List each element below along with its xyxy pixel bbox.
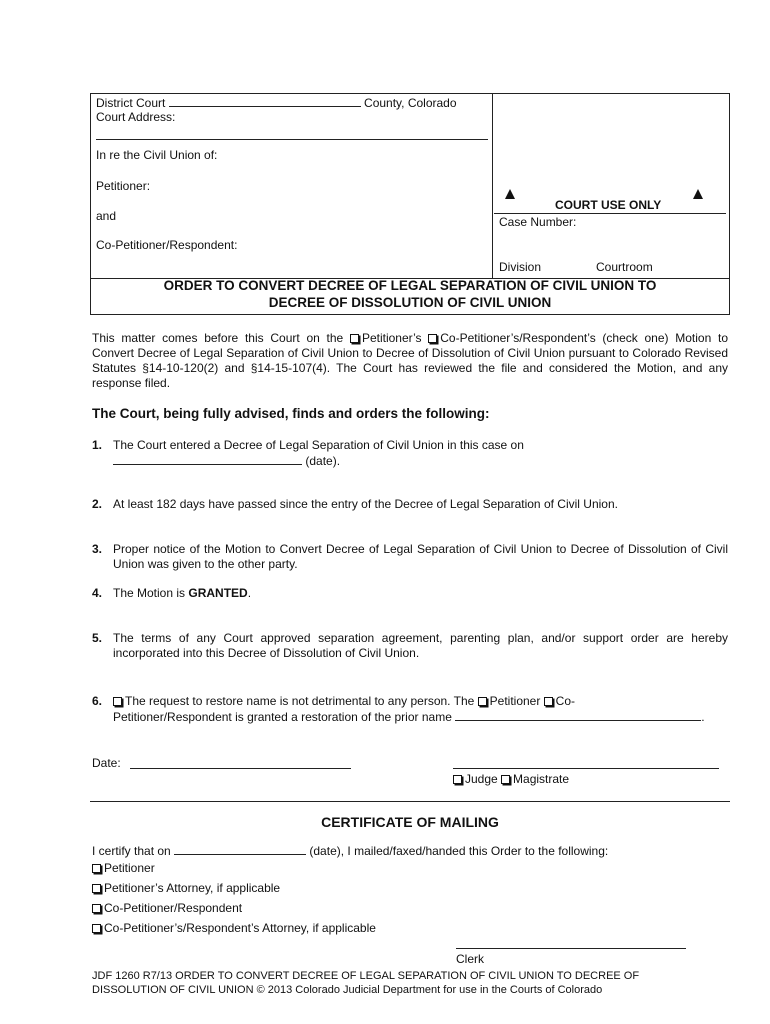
district-court-line xyxy=(96,95,457,110)
recipient-checkbox[interactable] xyxy=(92,924,101,933)
title-line-2: DECREE OF DISSOLUTION OF CIVIL UNION xyxy=(268,295,552,310)
finding-item-3 xyxy=(92,542,728,574)
restore-co-label: Co- xyxy=(555,694,576,708)
recipient-item xyxy=(92,861,155,875)
footer-line-1: JDF 1260 R7/13 ORDER TO CONVERT DECREE OF LEGAL SEPARATION OF CIVIL UNION TO DECREE OF xyxy=(92,970,640,982)
item-2-text: At least 182 days have passed since the entry of the Decree of Legal Separation of Civil Union. xyxy=(113,497,618,511)
footer xyxy=(92,969,639,997)
in-re-label: In re the Civil Union of: xyxy=(96,148,218,162)
prior-name-field[interactable] xyxy=(455,709,701,721)
magistrate-label: Magistrate xyxy=(513,772,570,786)
restore-co-petitioner-checkbox[interactable] xyxy=(544,697,553,706)
intro-paragraph xyxy=(92,331,728,391)
decree-date-field[interactable] xyxy=(113,453,302,465)
recipient-label: Co-Petitioner’s/Respondent’s Attorney, if applicable xyxy=(104,921,376,935)
division-label: Division xyxy=(499,260,542,274)
recipient-item xyxy=(92,901,242,915)
petitioner-option-label: Petitioner’s xyxy=(361,331,429,345)
clerk-signature-line[interactable] xyxy=(456,948,686,949)
item-5-text: The terms of any Court approved separation agreement, parenting plan, and/or support order are hereby incorporated into this Decree of Dissolution of Civil Union. xyxy=(113,631,728,660)
item-4-text: The Motion is xyxy=(113,586,189,600)
item-6-period: . xyxy=(701,710,705,724)
recipient-label: Petitioner’s Attorney, if applicable xyxy=(104,881,281,895)
finding-item-1 xyxy=(92,438,728,470)
restore-name-checkbox[interactable] xyxy=(113,697,122,706)
co-petitioner-option-label: Co-Petitioner’s/Respondent’s (check one) Motion to xyxy=(440,331,728,345)
recipient-checkbox[interactable] xyxy=(92,864,101,873)
finding-item-4 xyxy=(92,586,728,602)
item-number: 4. xyxy=(92,586,103,600)
certificate-heading: CERTIFICATE OF MAILING xyxy=(321,814,499,830)
certify-text: I certify that on xyxy=(92,844,171,858)
mailing-date-field[interactable] xyxy=(174,843,306,855)
page-title xyxy=(90,277,730,311)
co-petitioner-motion-checkbox[interactable] xyxy=(428,334,437,343)
item-number: 6. xyxy=(92,694,103,708)
co-petitioner-label: Co-Petitioner/Respondent: xyxy=(96,238,238,252)
item-4-period: . xyxy=(247,586,252,600)
title-line-1: ORDER TO CONVERT DECREE OF LEGAL SEPARATION OF CIVIL UNION TO xyxy=(163,278,657,293)
court-use-separator xyxy=(494,213,726,214)
case-number-label: Case Number: xyxy=(499,215,577,229)
petitioner-label: Petitioner: xyxy=(96,179,151,193)
judge-label: Judge xyxy=(465,772,502,786)
county-label: County, Colorado xyxy=(364,96,457,110)
magistrate-checkbox[interactable] xyxy=(501,775,510,784)
item-number: 5. xyxy=(92,631,103,645)
item-6-text: The request to restore name is not detrimental to any person. The xyxy=(125,694,478,708)
restore-petitioner-label: Petitioner xyxy=(489,694,544,708)
recipient-label: Co-Petitioner/Respondent xyxy=(104,901,243,915)
court-address-label: Court Address: xyxy=(96,110,176,124)
item-6-text-2: Petitioner/Respondent is granted a restoration of the prior name xyxy=(113,710,452,724)
recipient-checkbox[interactable] xyxy=(92,884,101,893)
judge-magistrate-options xyxy=(453,772,569,786)
recipient-item xyxy=(92,881,280,895)
footer-line-2: DISSOLUTION OF CIVIL UNION © 2013 Colorado Judicial Department for use in the Courts of Colorado xyxy=(92,984,603,996)
courtroom-label: Courtroom xyxy=(596,260,653,274)
court-address-field[interactable] xyxy=(96,139,488,140)
item-number: 1. xyxy=(92,438,103,452)
recipient-checkbox[interactable] xyxy=(92,904,101,913)
judge-signature-line[interactable] xyxy=(453,768,719,769)
up-triangle-icon xyxy=(505,189,515,199)
court-use-only-label: COURT USE ONLY xyxy=(555,198,662,212)
district-court-label: District Court xyxy=(96,96,166,110)
up-triangle-icon xyxy=(693,189,703,199)
recipient-label: Petitioner xyxy=(104,861,155,875)
petitioner-motion-checkbox[interactable] xyxy=(350,334,359,343)
recipient-item xyxy=(92,921,376,935)
and-label: and xyxy=(96,209,117,223)
item-3-text: Proper notice of the Motion to Convert Decree of Legal Separation of Civil Union to Decree of Dissolution of Civil Union was given to the other party. xyxy=(113,542,728,571)
date-label: Date: xyxy=(92,756,121,770)
item-number: 2. xyxy=(92,497,103,511)
item-1-text: The Court entered a Decree of Legal Separation of Civil Union in this case on xyxy=(113,438,524,452)
section-divider xyxy=(90,801,730,802)
intro-rest-text: Convert Decree of Legal Separation of Civil Union to Decree of Dissolution of Civil Union pursuant to Colorado Revised Statutes §14-10-120(2) and §14-15-107(4). The Court has reviewed the file and considered the Motion, and any response filed. xyxy=(92,346,728,390)
findings-heading: The Court, being fully advised, finds and orders the following: xyxy=(92,406,490,421)
certify-text-2: (date), I mailed/faxed/handed this Order to the following: xyxy=(309,844,609,858)
order-date-field[interactable] xyxy=(130,768,351,769)
granted-text: GRANTED xyxy=(188,586,248,600)
finding-item-5 xyxy=(92,631,728,663)
restore-petitioner-checkbox[interactable] xyxy=(478,697,487,706)
finding-item-6 xyxy=(92,694,728,726)
judge-checkbox[interactable] xyxy=(453,775,462,784)
county-name-field[interactable] xyxy=(169,95,361,107)
certify-line xyxy=(92,843,608,858)
caption-divider xyxy=(492,93,493,279)
finding-item-2 xyxy=(92,497,728,513)
item-1-date-label: (date). xyxy=(305,454,341,468)
intro-text: This matter comes before this Court on the xyxy=(92,331,350,345)
clerk-label: Clerk xyxy=(456,952,485,966)
item-number: 3. xyxy=(92,542,103,556)
